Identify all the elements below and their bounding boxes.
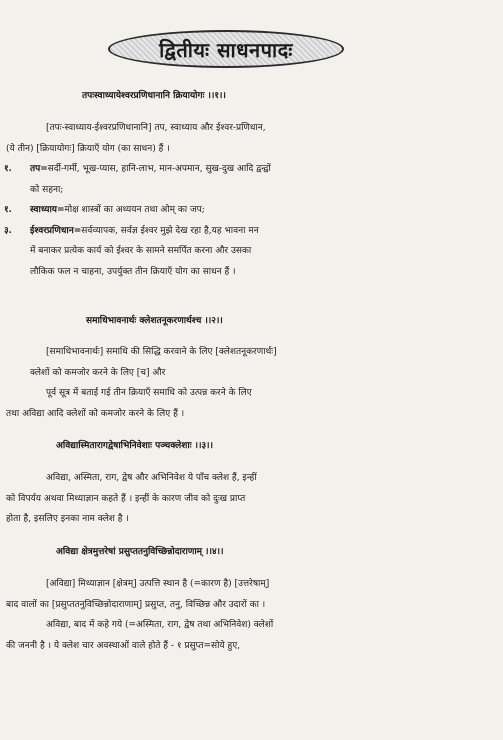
item-term: ईश्वरप्रणिधान= — [30, 225, 82, 236]
sutra-3-commentary — [0, 468, 503, 530]
item-term: स्वाध्याय= — [30, 205, 65, 215]
chapter-oval — [108, 30, 344, 68]
sutra-1: तपःस्वाध्यायेश्वरप्रणिधानानि क्रियायोगः ।।१।। — [82, 91, 226, 101]
text-line: लौकिक फल न चाहना, उपर्युक्त तीन क्रियाएँ योग का साधन हैं । — [30, 266, 236, 277]
text-line: पूर्व सूत्र में बताई गई तीन क्रियाएँ समाधि को उत्पन्न करने के लिए — [46, 388, 252, 398]
text-line: (ये तीन) [क्रियायोगः] क्रियाएँ योग (का साधन) हैं । — [6, 143, 170, 154]
list-item-svadhyaya — [0, 200, 503, 221]
chapter-heading — [108, 30, 344, 68]
sutra-3: अविद्यास्मितारागद्वेषाभिनिवेशाः पञ्चक्लेशाः ।।३।। — [56, 441, 214, 451]
sutra-3-section — [0, 438, 503, 451]
sutra-2-section — [0, 313, 503, 326]
text-line: [समाधिभावनार्थः] समाधि की सिद्धि करवाने के लिए [क्लेशतनूकरणार्थः] — [46, 347, 277, 357]
item-text: मोक्ष शास्त्रों का अध्ययन तथा ओम् का जप; — [64, 205, 205, 215]
item-term: तप= — [30, 164, 48, 174]
text-line: बाद वालों का [प्रसुप्ततनुविच्छिन्नोदाराणाम्] प्रसुप्त, तनु, विच्छिन्न और उदारों का । — [6, 599, 266, 610]
sutra-1-commentary — [0, 118, 503, 282]
item-text: सर्दी-गर्मी, भूख-प्यास, हानि-लाभ, मान-अपमान, सुख-दुख आदि द्वन्द्वों — [47, 164, 271, 174]
text-line: अविद्या, अस्मिता, राग, द्वेष और अभिनिवेश ये पाँच क्लेश हैं, इन्हीं — [46, 473, 257, 483]
text-line: की जननी है । ये क्लेश चार अवस्थाओं वाले होते हैं - १ प्रसुप्त=सोये हुए, — [6, 640, 241, 651]
item-text: सर्वव्यापक, सर्वज्ञ ईश्वर मुझे देख रहा है,यह भावना मन — [81, 225, 259, 236]
text-line: क्लेशों को कमजोर करने के लिए [च] और — [30, 367, 166, 378]
item-number: ३. — [4, 225, 12, 236]
text-line: में बनाकर प्रत्येक कार्य को ईश्वर के सामने समर्पित करना और उसका — [30, 246, 252, 256]
item-number: १. — [4, 205, 12, 215]
sutra-4-commentary — [0, 574, 503, 656]
text-line: होता है, इसलिए इनका नाम क्लेश है । — [6, 514, 129, 524]
item-number: १. — [4, 164, 12, 174]
sutra-1-section — [0, 88, 503, 101]
list-item-tap — [0, 159, 503, 180]
sutra-4: अविद्या क्षेत्रमुत्तरेषां प्रसुप्ततनुविच्छिन्नोदाराणाम् ।।४।। — [56, 547, 224, 557]
text-line: को विपर्यय अथवा मिथ्याज्ञान कहते हैं । इन्हीं के कारण जीव को दुःख प्राप्त — [6, 493, 246, 504]
text-line: अविद्या, बाद में कहे गये (=अस्मिता, राग, द्वेष तथा अभिनिवेश) क्लेशों — [46, 620, 274, 630]
text-line: [अविद्या] मिथ्याज्ञान [क्षेत्रम्] उत्पत्ति स्थान है (=कारण है) [उत्तरेषाम्] — [46, 579, 270, 589]
list-item-ishvara — [0, 221, 503, 242]
text-line: को सहना; — [30, 184, 64, 195]
sutra-2: समाधिभावनार्थः क्लेशतनूकरणार्थश्च ।।२।। — [86, 316, 223, 326]
sutra-2-commentary — [0, 342, 503, 424]
sutra-4-section — [0, 544, 503, 557]
chapter-title: द्वितीयः साधनपादः — [159, 37, 293, 62]
text-line: तथा अविद्या आदि क्लेशों को कमजोर करने के लिए हैं । — [6, 408, 185, 419]
text-line: [तपः-स्वाध्याय-ईश्वरप्रणिधानानि] तप, स्वाध्याय और ईश्वर-प्रणिधान, — [46, 123, 266, 133]
